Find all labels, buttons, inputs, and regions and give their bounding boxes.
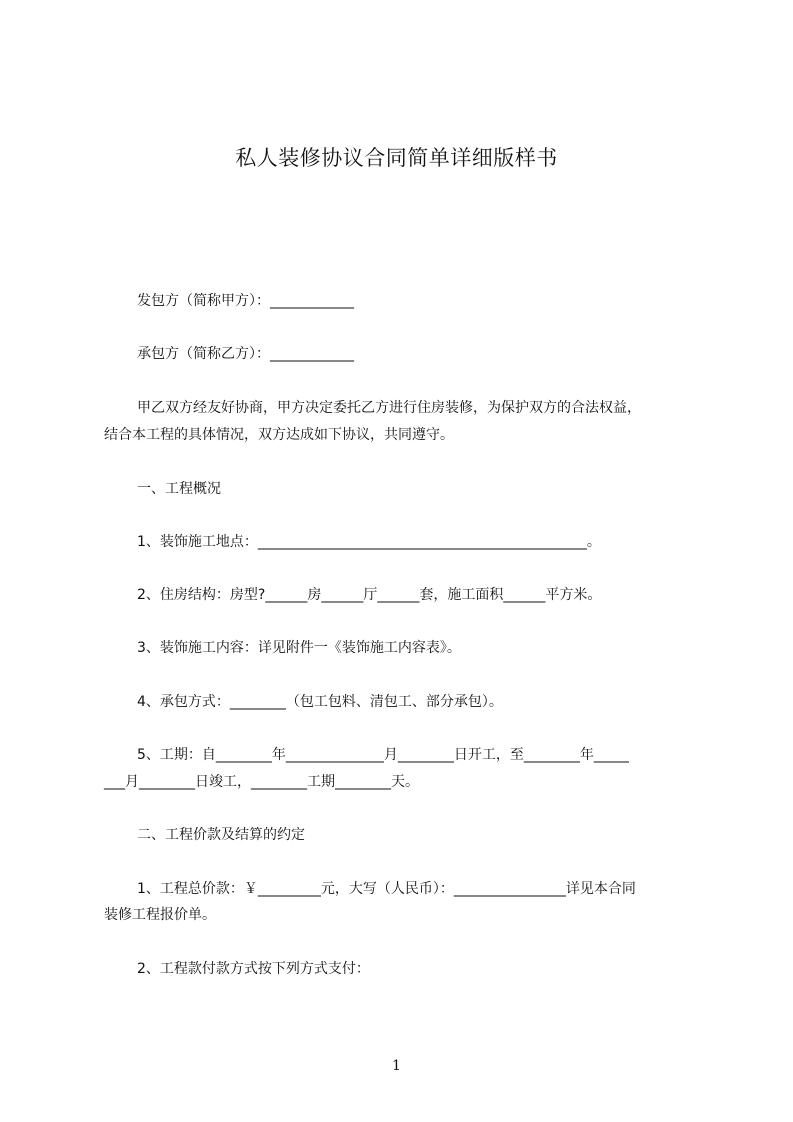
clause-contract-method: 4、承包方式：________（包工包料、清包工、部分承包）。 xyxy=(137,694,503,710)
clause-housing-structure: 2、住房结构：房型?______房______厅______套，施工面积______平方米。 xyxy=(137,587,602,603)
clause-total-price-line-1: 1、工程总价款：￥_________元，大写（人民币）：________________详见本合同 xyxy=(137,881,636,897)
clause-construction-site: 1、装饰施工地点：_______________________________________________。 xyxy=(137,534,601,550)
clause-duration-line-2: ___月________日竣工，________工期________天。 xyxy=(104,774,419,790)
page-number: 1 xyxy=(392,1058,401,1074)
clause-payment-method: 2、工程款付款方式按下列方式支付： xyxy=(137,961,370,977)
party-b-line: 承包方（简称乙方）：____________ xyxy=(137,346,354,362)
document-title: 私人装修协议合同简单详细版样书 xyxy=(235,146,558,170)
section-heading-project-overview: 一、工程概况 xyxy=(137,481,221,497)
intro-paragraph-line-2: 结合本工程的具体情况，双方达成如下协议，共同遵守。 xyxy=(104,427,454,443)
intro-paragraph-line-1: 甲乙双方经友好协商，甲方决定委托乙方进行住房装修，为保护双方的合法权益， xyxy=(137,400,641,416)
party-a-line: 发包方（简称甲方）：____________ xyxy=(137,293,354,309)
clause-duration-line-1: 5、工期：自________年______________月________日开工，至________年_____ xyxy=(137,747,629,763)
clause-total-price-line-2: 装修工程报价单。 xyxy=(104,907,216,923)
clause-construction-content: 3、装饰施工内容：详见附件一《装饰施工内容表》。 xyxy=(137,640,461,656)
section-heading-price-settlement: 二、工程价款及结算的约定 xyxy=(137,827,305,843)
